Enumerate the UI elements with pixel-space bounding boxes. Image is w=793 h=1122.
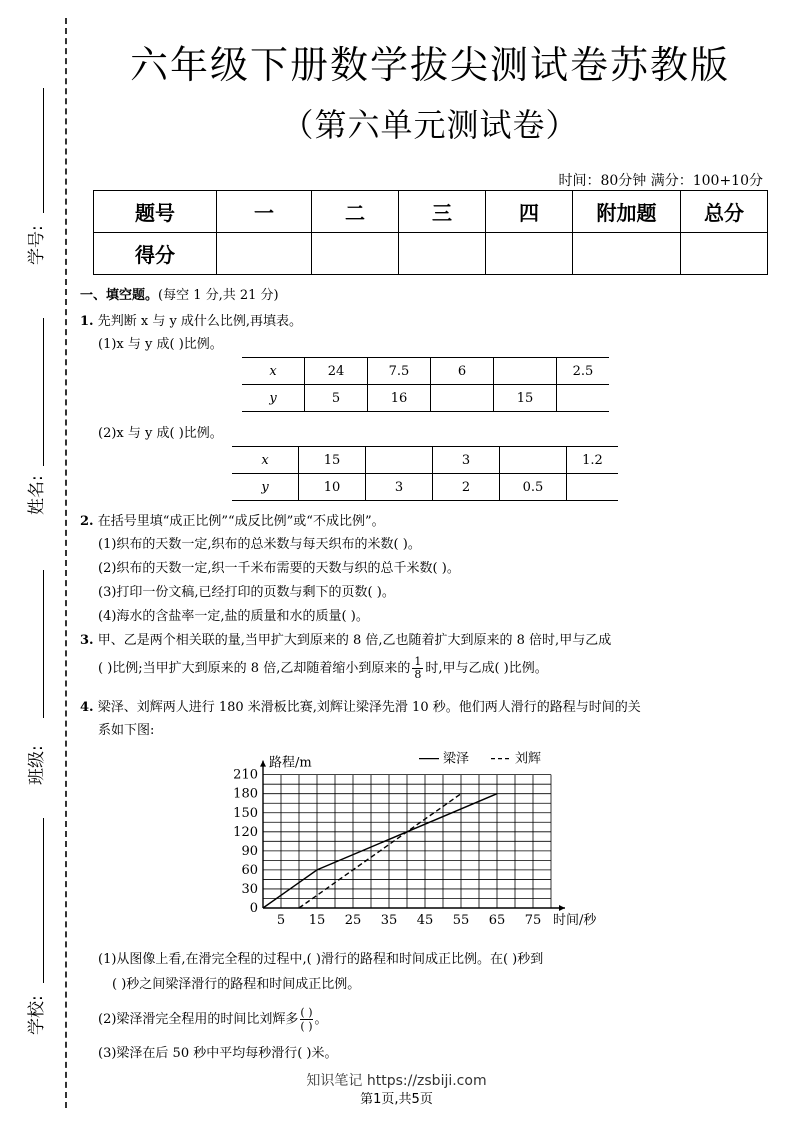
- table-cell: 2: [433, 474, 500, 501]
- question-2: 2. 在括号里填“成正比例”“成反比例”或“不成比例”。: [80, 514, 385, 529]
- score-header: 题号: [94, 191, 217, 233]
- score-header: 三: [399, 191, 486, 233]
- table-cell: 6: [431, 358, 494, 385]
- q1-part1: (1)x 与 y 成( )比例。: [98, 337, 223, 352]
- score-cell[interactable]: [573, 233, 681, 275]
- y-tick-label: 0: [249, 901, 258, 916]
- score-row-label: 得分: [94, 233, 217, 275]
- score-cell[interactable]: [681, 233, 768, 275]
- table-cell: 0.5: [500, 474, 567, 501]
- fraction: $\frac{1}{8}$: [414, 655, 422, 681]
- chart-axes: [260, 761, 565, 911]
- student-id-line: [43, 88, 44, 213]
- x-tick-label: 55: [452, 913, 470, 928]
- score-cell[interactable]: [217, 233, 312, 275]
- q4-sub1b: ( )秒之间梁泽滑行的路程和时间成正比例。: [112, 977, 361, 992]
- table-cell: 7.5: [368, 358, 431, 385]
- q2-item: (2)织布的天数一定,织一千米布需要的天数与织的总千米数( )。: [98, 561, 460, 576]
- q1-table1: [242, 357, 609, 412]
- x-axis-arrow: [559, 905, 565, 911]
- table-cell: 16: [368, 385, 431, 412]
- table-cell: x: [232, 447, 299, 474]
- score-header: 总分: [681, 191, 768, 233]
- watermark: 知识笔记 https://zsbiji.com: [306, 1073, 487, 1089]
- table-cell[interactable]: [494, 358, 557, 385]
- page-number: 第1页,共5页: [360, 1092, 433, 1107]
- binding-dashed-line: [65, 18, 67, 1108]
- section-heading: 一、填空题。(每空 1 分,共 21 分): [80, 288, 279, 303]
- table-cell[interactable]: [567, 474, 619, 501]
- score-cell[interactable]: [486, 233, 573, 275]
- y-tick-label: 150: [233, 805, 258, 821]
- chart-legend: [419, 751, 541, 767]
- score-cell[interactable]: [399, 233, 486, 275]
- q1-table2: [232, 446, 618, 501]
- q4-sub1a: (1)从图像上看,在滑完全程的过程中,( )滑行的路程和时间成正比例。在( )秒到: [98, 952, 544, 967]
- y-tick-label: 120: [233, 824, 258, 840]
- score-header: 一: [217, 191, 312, 233]
- class-line: [43, 570, 44, 718]
- chart-ticks: [233, 768, 541, 928]
- table-cell: 3: [366, 474, 433, 501]
- table-cell[interactable]: [557, 385, 610, 412]
- q1-part2: (2)x 与 y 成( )比例。: [98, 426, 223, 441]
- q2-item: (4)海水的含盐率一定,盐的质量和水的质量( )。: [98, 609, 369, 624]
- chart-grid: [263, 775, 551, 908]
- legend-label: 刘辉: [515, 751, 542, 767]
- score-header: 二: [312, 191, 399, 233]
- table-cell: 24: [305, 358, 368, 385]
- table-cell: x: [242, 358, 305, 385]
- distance-time-chart: [225, 748, 635, 933]
- score-header: 四: [486, 191, 573, 233]
- question-4-line2: 系如下图:: [98, 723, 155, 738]
- legend-label: 梁泽: [443, 751, 470, 767]
- name-label: 姓名:: [27, 475, 47, 515]
- page-title: 六年级下册数学拔尖测试卷苏教版: [129, 43, 730, 87]
- score-header: 附加题: [573, 191, 681, 233]
- table-cell[interactable]: [500, 447, 567, 474]
- q2-item: (3)打印一份文稿,已经打印的页数与剩下的页数( )。: [98, 585, 395, 600]
- table-cell[interactable]: [431, 385, 494, 412]
- q2-item: (1)织布的天数一定,织布的总米数与每天织布的米数( )。: [98, 537, 421, 552]
- question-1: 1. 先判断 x 与 y 成什么比例,再填表。: [80, 314, 303, 329]
- table-cell: y: [242, 385, 305, 412]
- y-tick-label: 90: [241, 843, 258, 859]
- fraction: ( ) ( ): [300, 1006, 313, 1033]
- school-label: 学校:: [27, 995, 47, 1035]
- x-tick-label: 65: [488, 913, 506, 928]
- school-line: [43, 818, 44, 983]
- x-tick-label: 15: [308, 913, 326, 928]
- y-tick-label: 60: [241, 862, 258, 878]
- q4-sub3: (3)梁泽在后 50 秒中平均每秒滑行( )米。: [98, 1046, 338, 1061]
- x-tick-label: 75: [524, 913, 542, 928]
- q4-sub2: (2)梁泽滑完全程用的时间比刘辉多 ( ) ( ) 。: [98, 1006, 328, 1033]
- score-cell[interactable]: [312, 233, 399, 275]
- question-4: 4. 梁泽、刘辉两人进行 180 米滑板比赛,刘辉让梁泽先滑 10 秒。他们两人滑行的路程与时间的关: [80, 700, 641, 715]
- table-cell: 3: [433, 447, 500, 474]
- name-line: [43, 318, 44, 466]
- y-axis-arrow: [260, 761, 266, 767]
- x-tick-label: 25: [344, 913, 362, 928]
- table-cell: 15: [494, 385, 557, 412]
- question-3-line2: ( )比例;当甲扩大到原来的 8 倍,乙却随着缩小到原来的 $\frac{1}{8}$ 时,甲与乙成( )比例。: [98, 655, 548, 681]
- y-tick-label: 30: [241, 881, 258, 897]
- table-cell: 2.5: [557, 358, 610, 385]
- x-tick-label: 45: [416, 913, 434, 928]
- student-id-label: 学号:: [27, 225, 47, 265]
- table-cell: 10: [299, 474, 366, 501]
- question-3: 3. 甲、乙是两个相关联的量,当甲扩大到原来的 8 倍,乙也随着扩大到原来的 8 倍时,甲与乙成: [80, 633, 612, 648]
- y-tick-label: 210: [233, 767, 258, 783]
- y-tick-label: 180: [233, 786, 258, 802]
- class-label: 班级:: [27, 745, 47, 785]
- time-info: 时间：80分钟 满分：100+10分: [558, 173, 763, 189]
- x-tick-label: 35: [380, 913, 398, 928]
- table-cell: y: [232, 474, 299, 501]
- table-cell: 5: [305, 385, 368, 412]
- chart-x-axis-label: 时间/秒: [553, 913, 597, 928]
- x-tick-label: 5: [276, 913, 286, 928]
- chart-y-axis-label: 路程/m: [269, 755, 312, 771]
- page-subtitle: （第六单元测试卷）: [281, 106, 579, 144]
- table-cell: 15: [299, 447, 366, 474]
- score-table: [93, 190, 768, 275]
- table-cell: 1.2: [567, 447, 619, 474]
- table-cell[interactable]: [366, 447, 433, 474]
